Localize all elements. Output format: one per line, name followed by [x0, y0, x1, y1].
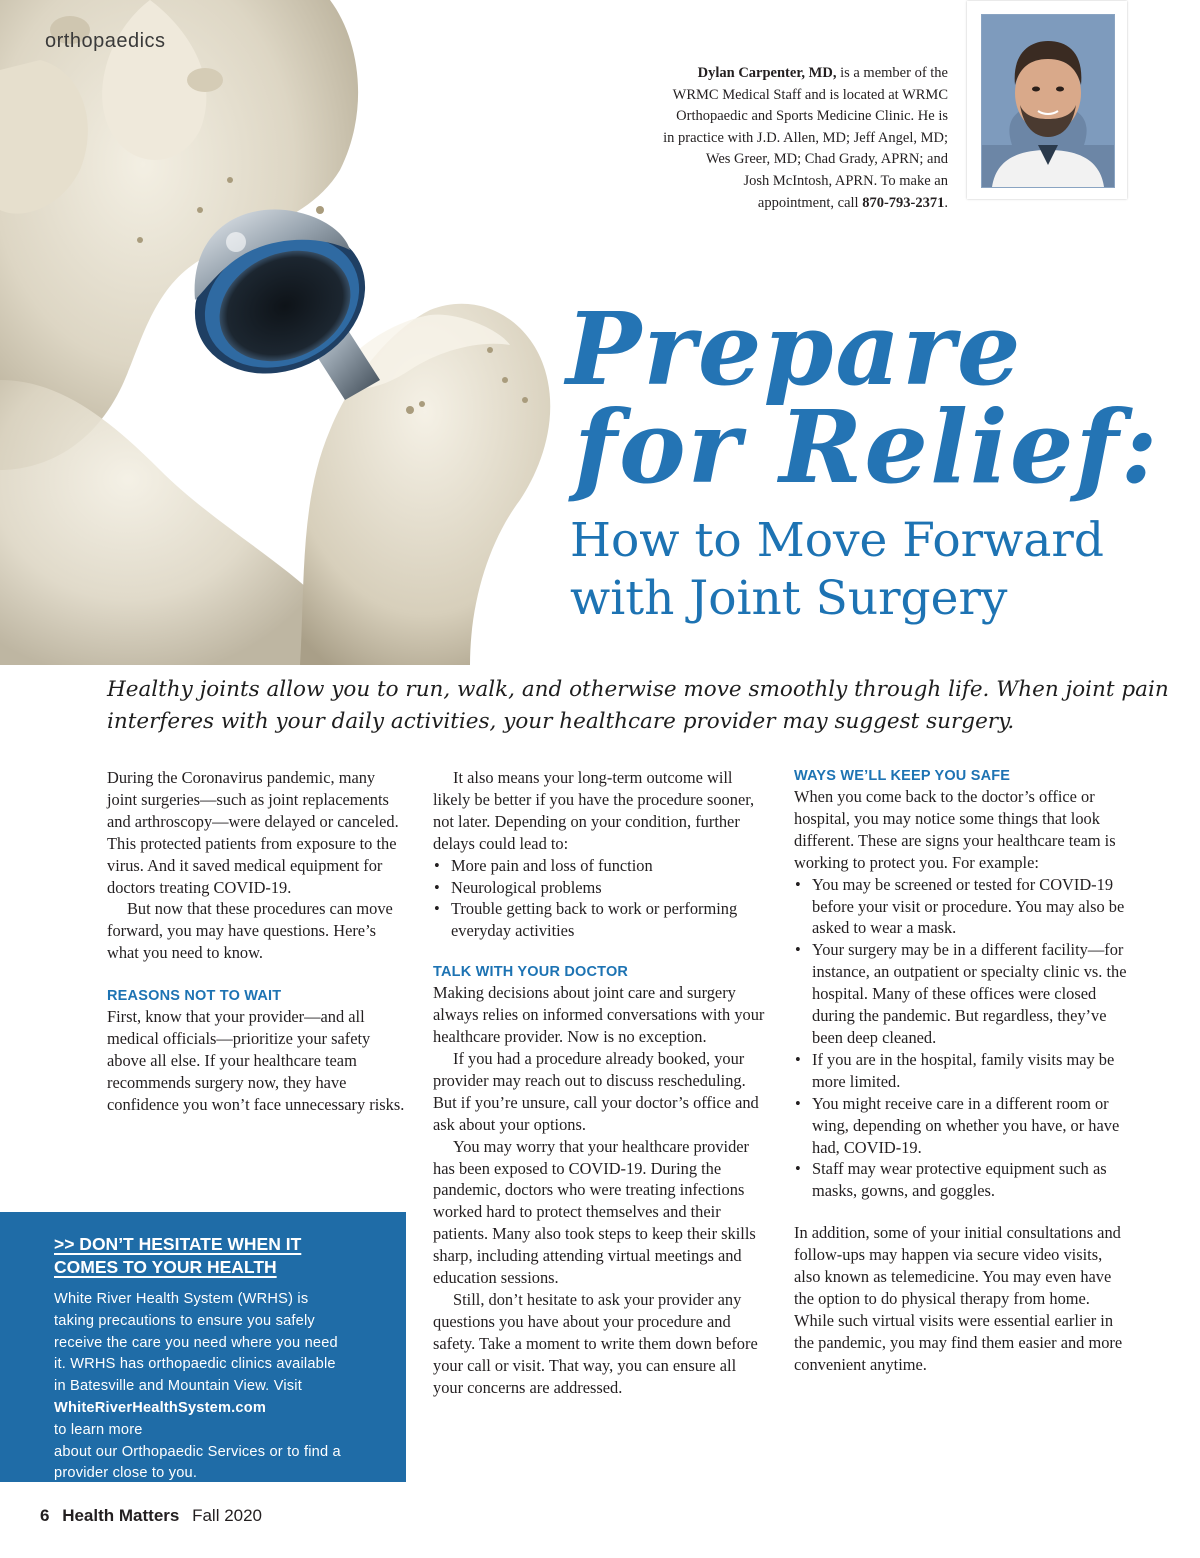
callout-line: taking precautions to ensure you safely — [54, 1312, 315, 1329]
paragraph: It also means your long-term outcome will likely be better if you have the procedure sooner, not later. Depending on your condition, further delays could lead to: — [433, 768, 755, 853]
callout-line: it. WRHS has orthopaedic clinics available — [54, 1356, 336, 1373]
list-item: • Trouble getting back to work or performing everyday activities — [433, 898, 765, 942]
lede-line-1: Healthy joints allow you to run, walk, and otherwise move smoothly through life. When joint pain — [107, 677, 1169, 702]
section-heading-safe: WAYS WE’LL KEEP YOU SAFE — [794, 768, 1011, 784]
author-bio-line: Orthopaedic and Sports Medicine Clinic. He is — [676, 108, 948, 125]
title-script-line-2: for Relief: — [574, 388, 1160, 506]
page-footer — [40, 1506, 262, 1526]
paragraph: In addition, some of your initial consultations and follow-ups may happen via secure video visits, also known as telemedicine. You may even have the option to do physical therapy from home. While such virtual visits were essential earlier in the pandemic, you may find them easier and more convenient anytime. — [794, 1223, 1123, 1374]
list-item: • Neurological problems — [433, 877, 765, 899]
callout-line: receive the care you need where you need — [54, 1334, 338, 1351]
paragraph: First, know that your provider—and all medical officials—prioritize your safety above all else. If your healthcare team recommends surgery now, they have confidence you won’t face unnecessary risks. — [107, 1007, 405, 1114]
list-item: • You may be screened or tested for COVID-19 before your visit or procedure. You may also be asked to wear a mask. — [794, 874, 1129, 940]
paragraph: Making decisions about joint care and surgery always relies on informed conversations with your healthcare provider. Now is no exception. — [433, 983, 765, 1047]
column-1 — [107, 767, 407, 1116]
author-phone: 870-793-2371 — [862, 194, 945, 211]
title-script-line-1: Prepare — [566, 290, 1023, 408]
safety-measures-list — [794, 874, 1129, 1203]
paragraph: But now that these procedures can move forward, you may have questions. Here’s what you need to know. — [107, 899, 393, 963]
column-3 — [794, 766, 1129, 1376]
author-bio-line: Josh McIntosh, APRN. To make an — [743, 172, 948, 189]
callout-box — [0, 1212, 406, 1482]
list-item: • More pain and loss of function — [433, 855, 765, 877]
callout-link-line — [54, 1398, 399, 1442]
author-bio-line: Wes Greer, MD; Chad Grady, APRN; and — [705, 151, 948, 168]
column-2 — [433, 767, 765, 1398]
paragraph: If you had a procedure already booked, your provider may reach out to discuss rescheduling. But if you’re unsure, call your doctor’s office and ask about your options. — [433, 1048, 759, 1134]
paragraph: You may worry that your healthcare provider has been exposed to COVID-19. During the pandemic, doctors who were treating infections worked hard to protect themselves and their patients. Many also took steps to keep their skills sharp, including attending virtual meetings and education sessions. — [433, 1136, 756, 1288]
author-bio-line: in practice with J.D. Allen, MD; Jeff Angel, MD; — [663, 129, 948, 146]
callout-heading-line-1: >> DON’T HESITATE WHEN IT — [54, 1234, 302, 1254]
website-link[interactable]: WhiteRiverHealthSystem.com — [54, 1399, 267, 1416]
section-heading-reasons: REASONS NOT TO WAIT — [107, 988, 282, 1005]
subtitle-line-2: with Joint Surgery — [570, 571, 1008, 626]
list-item: • If you are in the hospital, family visits may be more limited. — [794, 1049, 1129, 1093]
callout-body — [54, 1289, 399, 1485]
section-heading-talk: TALK WITH YOUR DOCTOR — [433, 964, 629, 981]
author-bio — [600, 63, 948, 214]
article-subtitle — [570, 512, 1170, 628]
callout-heading — [54, 1233, 384, 1279]
list-item: • Your surgery may be in a different facility—for instance, an outpatient or specialty clinic vs. the hospital. Many of these offices were closed during the pandemic. But regardless, they’ve been deep cleaned. — [794, 939, 1129, 1049]
article-lede — [107, 674, 1169, 738]
subtitle-line-1: How to Move Forward — [570, 513, 1104, 568]
page-number: 6 — [40, 1506, 50, 1525]
portrait-illustration — [982, 15, 1114, 187]
author-name: Dylan Carpenter, MD, — [697, 65, 837, 81]
delay-risks-list — [433, 855, 765, 943]
author-photo — [967, 1, 1127, 199]
author-bio-line: is a member of the — [840, 65, 948, 81]
author-bio-line: appointment, call — [757, 194, 859, 211]
paragraph: Still, don’t hesitate to ask your provider any questions you have about your procedure and safety. Take a moment to write them down before your call or visit. That way, you can ensure all your concerns are addressed. — [433, 1289, 758, 1397]
issue-date: Fall 2020 — [192, 1506, 263, 1525]
callout-line: in Batesville and Mountain View. Visit — [54, 1378, 302, 1395]
list-item: • You might receive care in a different room or wing, depending on whether you have, or have had, COVID-19. — [794, 1093, 1129, 1159]
callout-heading-line-2: COMES TO YOUR HEALTH — [54, 1257, 277, 1277]
article-title — [566, 290, 1186, 506]
callout-line: provider close to you. — [54, 1465, 198, 1482]
callout-line: about our Orthopaedic Services or to find a — [54, 1443, 341, 1460]
callout-link-suffix: to learn more — [54, 1421, 143, 1438]
list-item: • Staff may wear protective equipment such as masks, gowns, and goggles. — [794, 1158, 1129, 1202]
author-phone-suffix: . — [944, 194, 948, 211]
author-portrait — [981, 14, 1115, 188]
paragraph: During the Coronavirus pandemic, many joint surgeries—such as joint replacements and arthroscopy—were delayed or canceled. This protected patients from exposure to the virus. And it saved medical equipment for doctors treating COVID-19. — [107, 768, 399, 897]
paragraph: When you come back to the doctor’s office or hospital, you may notice some things that look different. These are signs your healthcare team is working to protect you. For example: — [794, 787, 1116, 872]
lede-line-2: interferes with your daily activities, your healthcare provider may suggest surgery. — [107, 709, 1015, 734]
section-tag: orthopaedics — [45, 30, 166, 52]
callout-line: White River Health System (WRHS) is — [54, 1291, 309, 1307]
author-bio-line: WRMC Medical Staff and is located at WRMC — [672, 86, 948, 103]
magazine-name: Health Matters — [62, 1506, 180, 1525]
